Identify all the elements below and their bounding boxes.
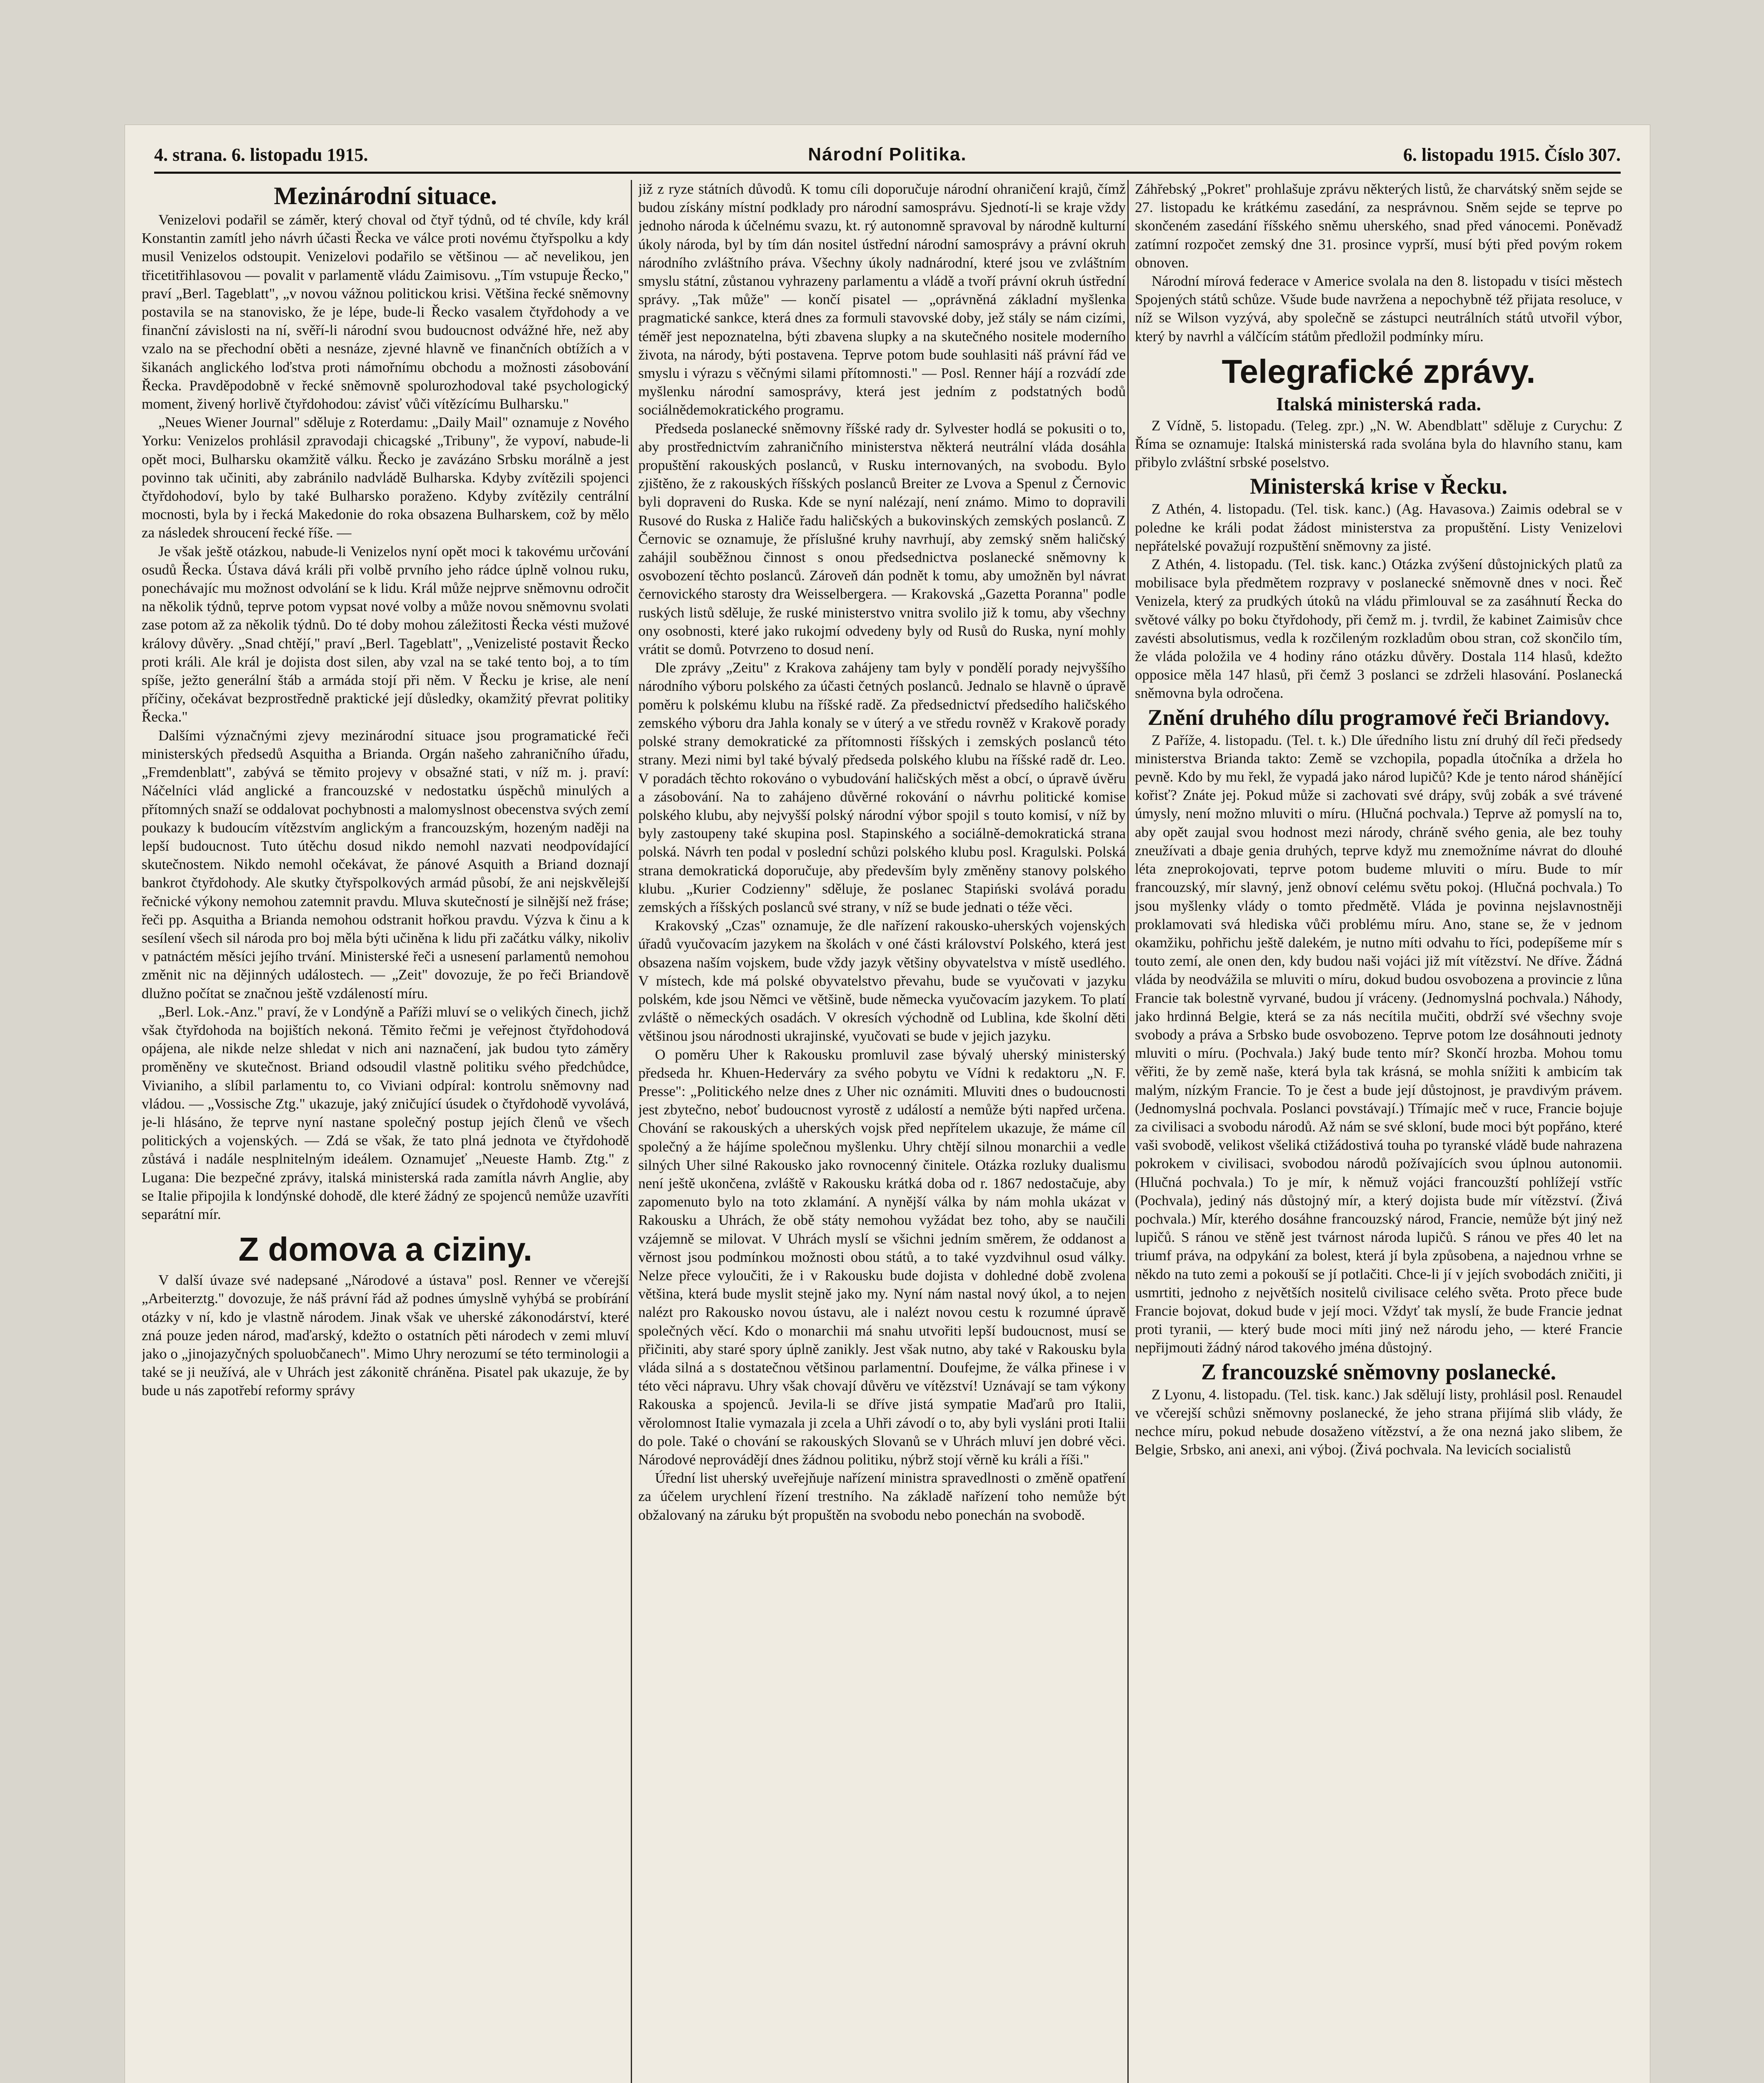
section-heading: Telegrafické zprávy. [1222, 352, 1536, 390]
section-heading: Z domova a ciziny. [238, 1231, 532, 1268]
running-head [154, 138, 1621, 172]
article-paragraph: Je však ještě otázkou, nabude-li Venizelos nyní opět moci k takovému určování osudů Řecka. Ústava dává králi při volbě prvního jeho rádce úplně volnou ruku, ponechávajíc mu možnost odvolání se k lidu. Král může nejprve sněmovnu odročit na několik týdnů, teprve potom vypsat nové volby a může novou sněmovnu svolati zase potom až za několik týdnů. Do té doby mohou záležitosti Řecka vésti mužové královy důvěry. „Snad chtějí," praví „Berl. Tageblatt", „Venizelisté postavit Řecko proti králi. Ale král je dojista dost silen, aby vzal na se také tento boj, a to tím spíše, ježto generální štáb a armáda stojí při něm. V Řecku je krise, ale není příčiny, očekávat bezprostředně praktické její důsledky, okamžitý převrat politiky Řecka." [142, 543, 629, 725]
article-heading: Z francouzské sněmovny poslanecké. [1201, 1359, 1557, 1384]
article-paragraph: Venizelovi podařil se záměr, který choval od čtyř týdnů, od té chvíle, kdy král Konstantin zamítl jeho návrh účasti Řecka ve válce proti novému čtyřspolku a kdy musil Venizelos odstoupit. Venizelovi podařilo se většinou — ač nevelikou, jen třicetitřihlasovou — povalit v parlamentě vládu Zaimisovu. „Tím vstupuje Řecko," praví „Berl. Tageblatt", „v novou vážnou politickou krisi. Většina řecké sněmovny postavila se na stanovisko, že je lépe, bude-li Řecko vasalem čtyřdohody a ve finanční závislosti na ní, svěří-li národní svou budoucnost odvážné hře, než aby vzalo na se přechodní oběti a nesnáze, zjevné hlavně ve finančních obtížích a v šikanách anglického loďstva proti námořnímu obchodu a možnosti zásobování Řecka. Pravděpodobně v řecké sněmovně spolurozhodoval také psychologický moment, živený horlivě čtyřdohodou: závisť vůči vítězícímu Bulharsku." [142, 212, 629, 412]
article-paragraph: Z Vídně, 5. listopadu. (Teleg. zpr.) „N. W. Abendblatt" sděluje z Curychu: Z Říma se oznamuje: Italská ministerská rada svolána byla do hlavního stanu, kam přibylo zvláštní srbské poselstvo. [1135, 417, 1622, 471]
article-paragraph: Dle zprávy „Zeitu" z Krakova zahájeny tam byly v pondělí porady nejvyššího národního výboru polského za účasti četných poslanců. Jednalo se hlavně o úpravě poměru k polskému klubu na říšské radě. Za předsednictví předsedího haličského zemského výboru dra Jahla konaly se v úterý a ve středu rovněž v Krakově porady polské strany demokratické za přítomnosti říšských i zemských poslanců této strany. Mezi nimi byl také bývalý předseda polského klubu na říšské radě dr. Leo. V poradách těchto rokováno o vybudování haličských měst a obcí, o úpravě úvěru a zásobování. Na to zahájeno důvěrné rokování o návrhu politické komise polského klubu, aby nejvyšší polský národní výbor spojil s touto komisí, v níž by byly zastoupeny také skupina posl. Stapinského a sociálně-demokratická strana polská. Návrh ten podal v poslední schůzi polského klubu posl. Kragulski. Polská strana demokratická doporučuje, aby především byly změněny stanovy polského klubu. „Kurier Codzienny" sděluje, že poslanec Stapiński svolává poradu zemských a říšských poslanců své strany, v níž se bude jednati o téže věci. [638, 659, 1126, 915]
article-paragraph: V další úvaze své nadepsané „Národové a ústava" posl. Renner ve včerejší „Arbeiterztg." dovozuje, že náš právní řád až podnes úmyslně vyhýbá se probírání otázky v ní, kdo je vlastně národem. Jinak však ve uherské zákonodárství, které zná pouze jeden národ, maďarský, kdežto o ostatních pěti národech v zemi mluví jako o „jinojazyčných spoluobčanech". Mimo Uhry nerozumí se této terminologii a také se ji neužívá, ale v Uhrách jest zákonitě chráněna. Pisatel pak ukazuje, že by bude u nás zapotřebí reformy správy [142, 1272, 629, 1399]
article-heading: Ministerská krise v Řecku. [1250, 474, 1507, 499]
article-paragraph: Národní mírová federace v Americe svolala na den 8. listopadu v tisíci městech Spojených států schůze. Všude bude navržena a nepochybně též přijata resoluce, v níž se Wilson vyzývá, aby společně se zástupci neutrálních států utvořil výbor, který by navrhl a válčícím státům předložil podmínky míru. [1135, 273, 1622, 345]
article-paragraph: „Neues Wiener Journal" sděluje z Roterdamu: „Daily Mail" oznamuje z Nového Yorku: Venizelos prohlásil zpravodaji chicagské „Tribuny", že vypoví, nabude-li opět moci, Bulharsku okamžitě válku. Řecko je zavázáno Srbsku morálně a jest povinno tak učiniti, aby zabránilo nadvládě Bulharska. Kdyby zvítězili spojenci čtyřdohodoví, bylo by také Bulharsko poraženo. Kdyby zvítězily centrální mocnosti, byla by i řecká Makedonie do roka obsazena Bulharskem, což by mělo za následek shroucení řecké říše. — [142, 414, 629, 541]
column-1 [142, 180, 629, 2083]
article-paragraph: Záhřebský „Pokret" prohlašuje zprávu některých listů, že charvátský sněm sejde se 27. listopadu ke krátkému zasedání, za nesprávnou. Sněm sejde se teprve po skončeném zasedání říšského sněmu uherského, snad před vánocemi. Poněvadž zatímní rozpočet zemský dne 31. prosince vyprší, musí býti před povým rokem obnoven. [1135, 181, 1622, 271]
article-paragraph: Z Lyonu, 4. listopadu. (Tel. tisk. kanc.) Jak sdělují listy, prohlásil posl. Renaudel ve včerejší schůzi sněmovny poslanecké, že jeho strana přijímá slib vlády, že nechce míru, pokud nebude dosaženo vítězství, a že ona nezná jako slibem, že Belgie, Srbsko, ani anexi, ani výboj. (Živá pochvala. Na levicích socialistů [1135, 1386, 1622, 1458]
article-heading: Italská ministerská rada. [1276, 393, 1481, 415]
header-rule [154, 172, 1621, 174]
column-divider [1127, 180, 1129, 2083]
issue-number: 6. listopadu 1915. Číslo 307. [1403, 145, 1621, 165]
article-paragraph: Dalšími význačnými zjevy mezinárodní situace jsou programatické řeči ministerských předsedů Asquitha a Brianda. Orgán našeho zahraničního úřadu, „Fremdenblatt", zabývá se těmito projevy v obsažné stati, v níž m. j. praví: Náčelníci vlád anglické a francouzské v nedostatku úspěchů minulých a přítomných snaží se oddalovat pochybnosti a malomyslnost obecenstva svých zemí poukazy k budoucím vítězstvím anglickým a francouzským, hozeným naději na lepší budoucnost. Tuto útěchu dosud nikdo nemohl nazvati neodpovídající skutečnostem. Nikdo nemohl očekávat, že pánové Asquith a Briand doznají bankrot čtyřdohody. Ale skutky čtyřspolkových armád působí, že ani nejskvělejší řečnické výkony nemohou zatemnit pravdu. Mluva skutečností je silnější než fráse; řeči pp. Asquitha a Brianda nemohou odstranit hořkou pravdu. Výzva k činu a k sesílení všech sil národa pro boj měla býti učiněna k lidu při začátku války, nikoliv v patnáctém měsíci jejího trvání. Ministerské řeči a usnesení parlamentů nemohou změnit nic na dějinných událostech. — „Zeit" dovozuje, že po řeči Briandově dlužno počítat se značnou ještě vzdáleností míru. [142, 727, 629, 1002]
article-paragraph: Z Paříže, 4. listopadu. (Tel. t. k.) Dle úředního listu zní druhý díl řeči předsedy ministerstva Brianda takto: Země se vzchopila, popadla útočníka a držela ho pevně. Kdo by mu řekl, že vypadá jako národ lupičů? Kde je tento národ shánějící kořisť? Znáte jej. Pokud může si zachovati své drápy, svůj zobák a své trávené úmysly, není možno mluviti o míru. (Hlučná pochvala.) Teprve až pomyslí na to, aby opět zaujal svou hodnost mezi národy, chráně svého genia, ale bez touhy zneužívati a dbaje genia druhých, teprve když mu znemožníme návrat do dlouhé léta zneprokojovati, teprve potom budeme mluviti o míru. Bude to mír francouzský, mír slavný, jenž obnoví celému světu pokoj. (Hlučná pochvala.) To jsou myšlenky vlády o tomto předmětě. Vláda je povinna nejslavnostněji proklamovati svá hlediska vůči problému míru. Ano, stane se, že v jednom okamžiku, pohřichu ještě dalekém, je nutno míti odvahu to říci, podepíšeme mír s touto zemí, ale onen den, kdy budou naši vojáci již mít vítězství. Ne dříve. Žádná vláda by neodvážila se mluviti o míru, dokud budou osvobozena a provincie z lůna Francie tak bolestně vyrvané, budou jí vráceny. (Jednomyslná pochvala.) Náhody, jako hrdinná Belgie, která se za nás necítila mučiti, obdrží své všechny svoje svobody a práva a Srbsko bude osvobozeno. Teprve potom lze dosáhnouti jednoty mluviti o míru. (Pochvala.) Jaký bude tento mír? Skončí hrozba. Mohou tomu věřiti, že by země naše, která byla tak krásná, se mohla snížiti k ambicím tak malým, nízkým Francie. To je čest a bude její důstojnost, je pravdivým právem. (Jednomyslná pochvala. Poslanci povstávají.) Třímajíc meč v ruce, Francie bojuje za civilisaci a svobodu národů. Až nám se své skloní, bude moci být popřáno, které vaši svobodě, velikost všeliká ctižádostivá touha po tyranské vládě bude nahrazena pokrokem v civilisaci, svobodou národů požívajících svou úplnou autonomii. (Hlučná pochvala.) To je mír, k němuž vojáci francouzští pohlížejí vstříc (Pochvala), jediný nás důstojný mír, a který dojista bude mír vítězství. (Živá pochvala.) Mír, kterého dosáhne francouzský národ, Francie, nemůže být jiný než lupičů. S ránou ve stěně jest tvárnost národa lupičů. S ránou ve přes 40 let na triumf práva, na odpykání za bolest, která jí byla způsobena, a najednou vrhne se někdo na tuto zemi a pokouší se jí potlačiti. Chce-li jí v jejích svobodách zničiti, ji usmrtiti, jednoho z největších nositelů civilisace celého světa. Proto přece bude Francie bojovat, dokud bude v její moci. Vždyť tak myslí, že bude Francie jednat proti tyranii, — který bude moci míti jiný než národu jeho, — které Francie nepřijmouti žádný národ takového jména důstojný. [1135, 732, 1622, 1356]
page-issue-date: 4. strana. 6. listopadu 1915. [154, 145, 368, 165]
article-paragraph: Z Athén, 4. listopadu. (Tel. tisk. kanc.) Otázka zvýšení důstojnických platů za mobilisace byla předmětem rozpravy v poslanecké sněmovně dnes v noci. Řeč Venizela, který za prudkých útoků na vládu přimlouval se za zasáhnutí Řecka do světové války po boku čtyřdohody, při čemž m. j. tvrdil, že kabinet Zaimisův chce zavésti absolutismus, vedla k rozčileným rozkladům obou stran, což skončilo tím, že vláda položila ve 4 hodiny ráno otázku důvěry. Dostala 114 hlasů, kdežto opposice měla 147 hlasů, při čemž 3 poslanci se zdrželi hlasování. Poslanecká sněmovna byla odročena. [1135, 556, 1622, 702]
article-paragraph: Z Athén, 4. listopadu. (Tel. tisk. kanc.) (Ag. Havasova.) Zaimis odebral se v poledne ke králi podat žádost ministerstva za propuštění. Listy Venizelovi nepřátelské považují rozpuštění sněmovny za jisté. [1135, 501, 1622, 554]
article-heading: Znění druhého dílu programové řeči Briandovy. [1147, 704, 1610, 730]
newspaper-title: Národní Politika. [808, 144, 967, 165]
column-2 [638, 180, 1126, 2083]
newspaper-page [125, 125, 1650, 2083]
article-paragraph: Předseda poslanecké sněmovny říšské rady dr. Sylvester hodlá se pokusiti o to, aby prostřednictvím zahraničního ministerstva některá neutrální vláda dosáhla propuštění rakouských poslanců, v Rusku internovaných, na svobodu. Bylo zjištěno, že z rakouských říšských poslanců Breiter ze Lvova a Spenul z Černovic byli dopraveni do Ruska. Kde se nyní nalézají, není známo. Mimo to dopravili Rusové do Ruska z Haliče řadu haličských a bukovinských zemských poslanců. Z Černovic se oznamuje, že příslušné kruhy navrhují, aby zemský sněm haličský zahájil souběžnou činnost s onou předsednictva poslanecké sněmovny k osvobození těchto poslanců. Zároveň dán podnět k tomu, aby umožněn byl návrat černovického starosty dra Weisselbergera. — Krakovská „Gazetta Poranna" podle ruských listů sděluje, že ruské ministerstvo vnitra svolilo již k tomu, aby všechny ony osobnosti, které jako rukojmí odvedeny byly od Rusů do Ruska, nyní mohly vrátit se domů. Potvrzeno to dosud není. [638, 420, 1126, 658]
column-3 [1135, 180, 1622, 2083]
article-heading: Mezinárodní situace. [274, 182, 497, 210]
article-paragraph: „Berl. Lok.-Anz." praví, že v Londýně a Paříži mluví se o velikých činech, jichž však čtyřdohoda na bojištích nekoná. Těmito řečmi je veřejnost čtyřdohodová opájena, ale nikde nelze shledat v nich ani naznačení, jak budou tyto záměry proměněny ve skutečnost. Briand odsoudil vlastně politiku svého předchůdce, Vivianiho, a slíbil parlamentu to, co Viviani odpíral: kontrolu sněmovny nad vládou. — „Vossische Ztg." ukazuje, jaký zničující úsudek o čtyřdohodě vyvolává, je-li hlásáno, že teprve nyní nastane společný postup jejích členů ve všech politických a vojenských. — Zdá se však, že tato plná jednota ve čtyřdohodě zůstává i nadále nesplnitelným ideálem. Oznamujeť „Neueste Hamb. Ztg." z Lugana: Die bezpečné zprávy, italská ministerská rada zamítla návrh Anglie, aby se Italie připojila k londýnské dohodě, dle které žádný ze spojenců nemůže uzavříti separátní mír. [142, 1003, 629, 1222]
column-divider [631, 180, 632, 2083]
article-paragraph: již z ryze státních důvodů. K tomu cíli doporučuje národní ohraničení krajů, čímž budou získány místní podklady pro národní samosprávu. Sjednotí-li se kraje vždy jednoho národa k účelnému svazu, kt. rý autonomně spravoval by národně kulturní úkoly národa, byl by tím dán nositel ústřední národní samosprávy a právní okruh národního zvláštního práva. Všechny úkoly nadnárodní, které jsou ve zvláštním smyslu státní, zůstanou vyhrazeny parlamentu a vládě a tvoří právní okruh ústřední správy. „Tak může" — končí pisatel — „oprávněná základní myšlenka pragmatické sankce, která dnes za formuli stavovské doby, jež stály se nám cizími, téměř jest nepoznatelna, býti zbavena slupky a na skutečného nositele moderního života, na národy, býti postavena. Teprve potom bude souhlasiti náš právní řád ve smyslu i výrazu s věčnými silami přítomnosti." — Posl. Renner hájí a rozvádí zde myšlenku národní samosprávy, která jest jedním z podstatných bodů sociálnědemokratického programu. [638, 181, 1126, 418]
article-paragraph: O poměru Uher k Rakousku promluvil zase bývalý uherský ministerský předseda hr. Khuen-Hederváry za svého pobytu ve Vídni k redaktoru „N. F. Presse": „Politického nelze dnes z Uher nic oznámiti. Mluviti dnes o budoucnosti jest zbytečno, neboť budoucnost vyrostě z událostí a nemůže býti napřed určena. Chování se rakouských a uherských vojsk před nepřítelem ukazuje, že máme cíl společný a že hájíme společnou myšlenku. Uhry chtějí silnou monarchii a vedle silných Uher silné Rakousko jako rovnocenný činitele. Otázka rozluky dualismu není ještě ukončena, zvláště v Rakousku krátká doba od r. 1867 nedostačuje, aby zapomenuto bylo na toto zklamání. A nynější válka by nám mohla ukázat v Rakousku a Uhrách, že obě státy nemohou vyžádat bez toho, aby se naučili vzájemně se milovat. V Uhrách myslí se všichni jedním směrem, že oddanost a věrnost jsou podmínkou možnosti obou států, a to také vyzdvihnul osud války. Nelze přece vyloučiti, že i v Rakousku bude dojista v dohledné době zvolena většina, která bude myslit stejně jako my. Nyní nám nastal nový úkol, a to nejen nalézt pro Rakousko novou ústavu, ale i nalézt novou cestu k rozumné úpravě společných věcí. Kdo o monarchii má snahu utvořiti lepší budoucnost, musí se přičiniti, aby staré spory úplně zanikly. Jest však nutno, aby také v Rakousku byla vláda silná a s dostatečnou většinou parlamentní. Doufejme, že válka přinese i v této věci nápravu. Uhry však chovají důvěru ve vítězství! Uznávají se tam výkony Rakouska a spojenců. Jevila-li se dříve jistá sympatie Maďarů pro Italii, věrolomnost Italie vymazala ji zcela a Uhři závodí o to, aby byli vysláni proti Italii do pole. Také o chování se rakouských Slovanů se v Uhrách mluví jen dobré věci. Národové neprovádějí dnes žádnou politiku, nýbrž stojí věrně ku králi a říši." [638, 1046, 1126, 1468]
article-paragraph: Úřední list uherský uveřejňuje nařízení ministra spravedlnosti o změně opatření za účelem urychlení řízení trestního. Na základě nařízení toho nemůže být obžalovaný na záruku být propuštěn na svobodu nebo ponechán na svobodě. [638, 1470, 1126, 1523]
article-paragraph: Krakovský „Czas" oznamuje, že dle nařízení rakousko-uherských vojenských úřadů vyučovacím jazykem na školách v oné části království Polského, která jest obsazena naším vojskem, bude vždy jazyk většiny obyvatelstva v místě usedlého. V místech, kde má polské obyvatelstvo převahu, bude se vyučovati v jazyku polském, kde jsou Němci ve většině, bude německa vyučovacím jazykem. To platí zvláště o německých osadách. V okresích východně od Lublina, kde školní děti většinou jsou národnosti ukrajinské, vyučovati se bude v jejich jazyku. [638, 917, 1126, 1044]
